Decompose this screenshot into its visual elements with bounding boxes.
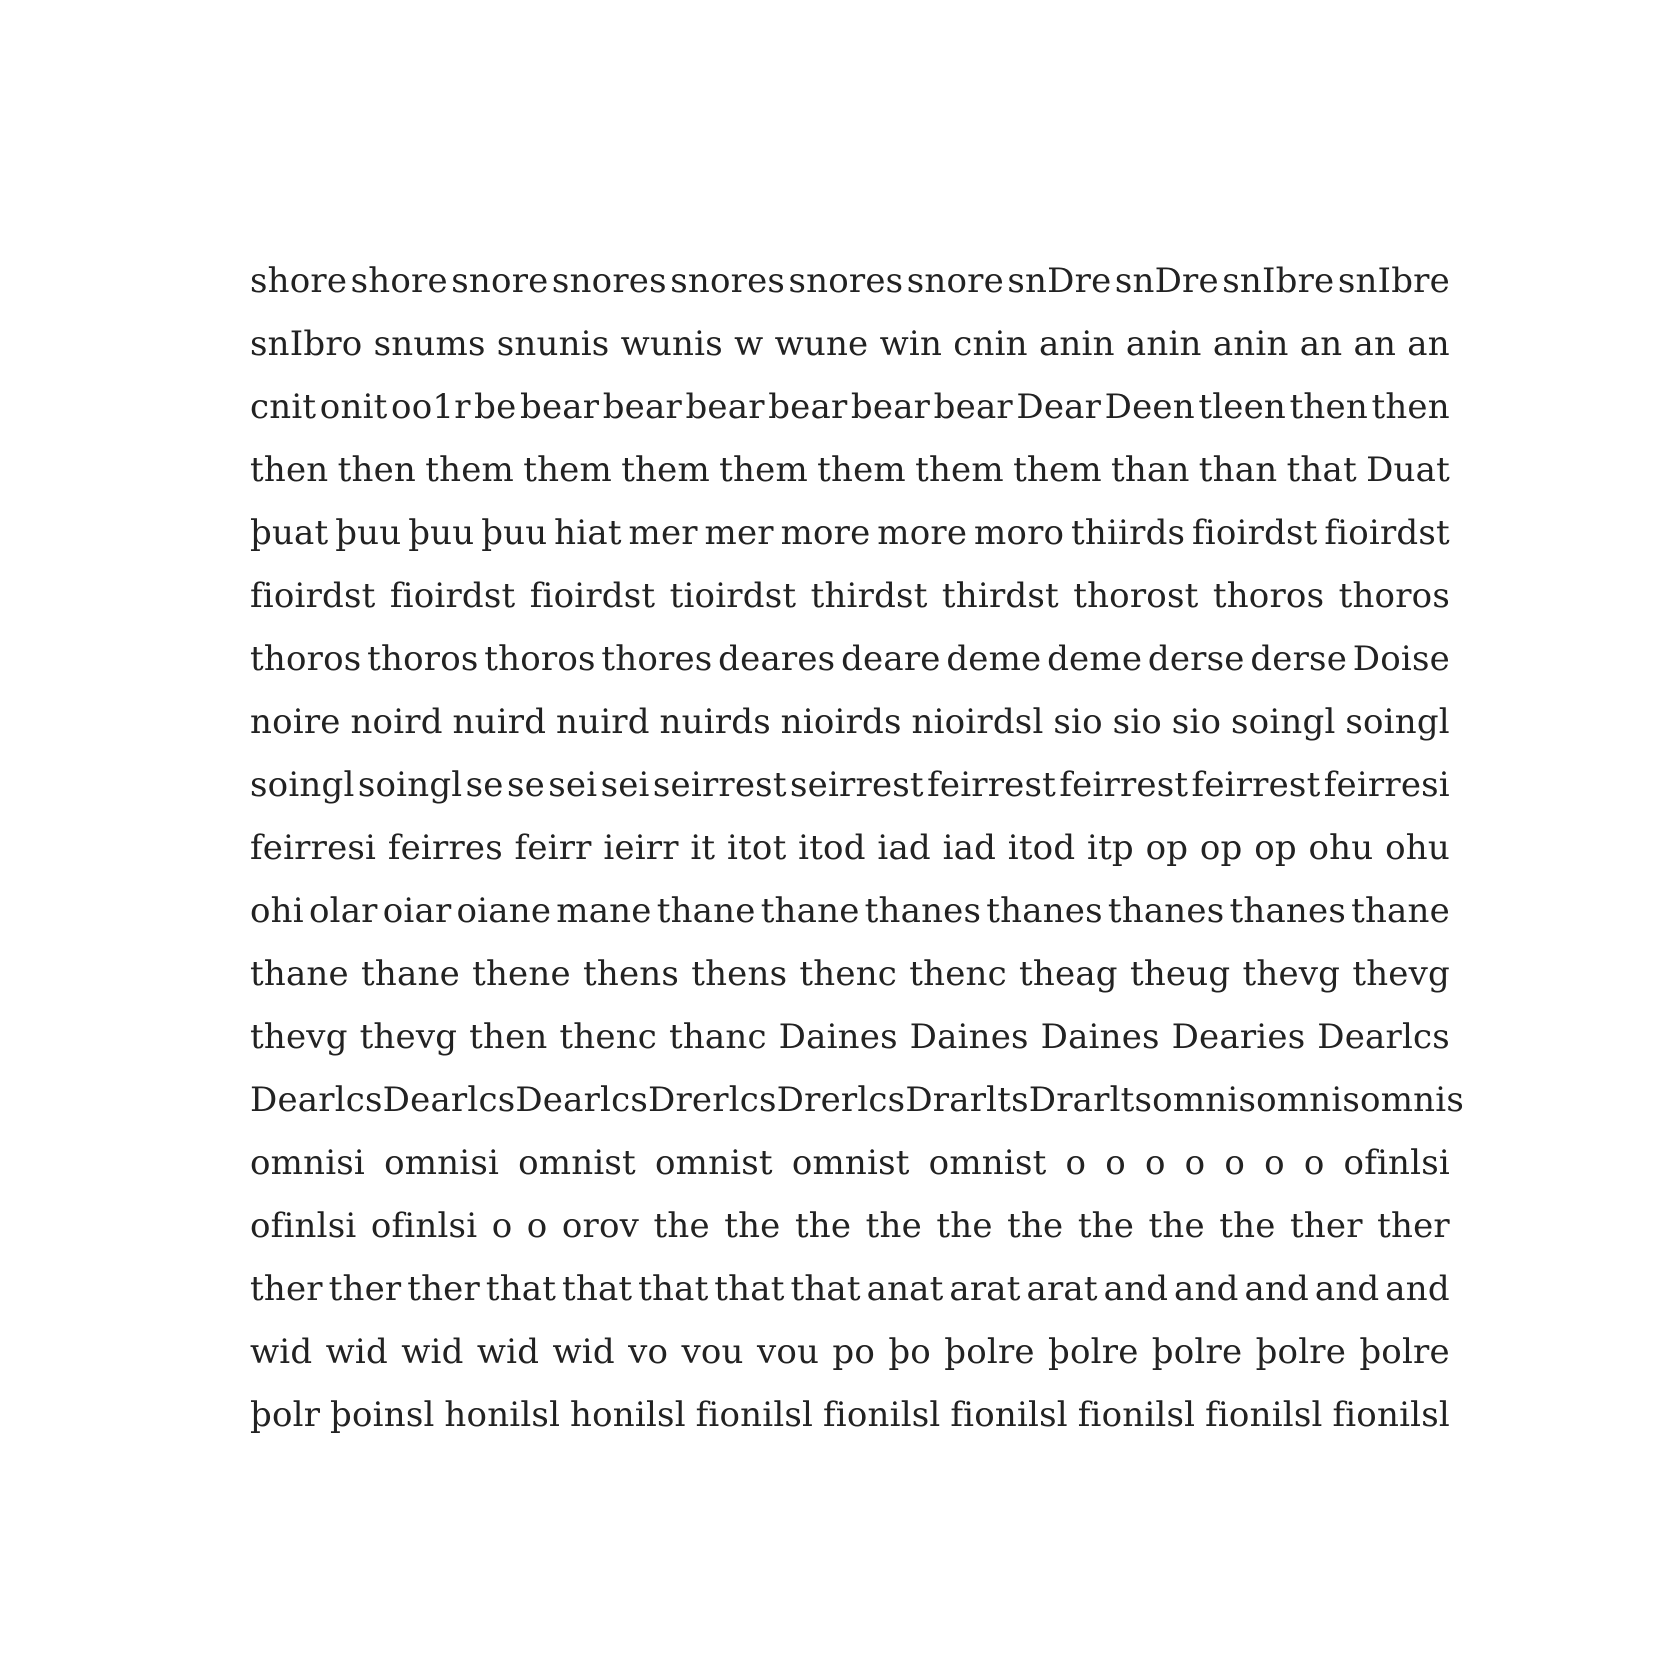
word: thene — [472, 954, 571, 994]
word: bear — [519, 387, 600, 427]
word: that — [485, 1269, 557, 1309]
text-line — [250, 565, 1450, 628]
word: hiat — [554, 513, 622, 553]
word: o — [1105, 1143, 1126, 1183]
word: thane — [1351, 891, 1450, 931]
word: sei — [548, 765, 598, 805]
word: that — [714, 1269, 785, 1309]
word: thoros — [250, 639, 362, 679]
word: fioirdst — [1324, 513, 1450, 553]
text-line — [250, 817, 1450, 880]
word: omnisi — [384, 1143, 500, 1183]
word: ther — [328, 1269, 402, 1309]
word: thanes — [986, 891, 1103, 931]
word: snore — [451, 261, 549, 301]
word: then — [1289, 387, 1368, 427]
word: Drarlts — [1028, 1080, 1153, 1120]
word: moro — [973, 513, 1065, 553]
word: snores — [788, 261, 904, 301]
word: snDre — [1114, 261, 1219, 301]
word: op — [1145, 828, 1189, 868]
word: Daines — [778, 1017, 898, 1057]
word: more — [877, 513, 968, 553]
word: then — [469, 1017, 548, 1057]
word: feirr — [514, 828, 592, 868]
text-line — [250, 376, 1450, 439]
word: mer — [704, 513, 774, 553]
word: the — [1007, 1206, 1064, 1246]
word: thores — [601, 639, 713, 679]
word: op — [1254, 828, 1297, 868]
word: orov — [561, 1206, 640, 1246]
word: thane — [250, 954, 349, 994]
word: nioirds — [780, 702, 902, 742]
word: bear — [850, 387, 931, 427]
word: than — [1111, 450, 1190, 490]
word: oiar — [382, 891, 452, 931]
word: that — [1286, 450, 1357, 490]
word: po — [832, 1332, 876, 1372]
word: fioirdst — [529, 576, 656, 616]
word: w — [734, 324, 764, 364]
word: mane — [556, 891, 652, 931]
word: an — [1353, 324, 1397, 364]
word: thorost — [1073, 576, 1199, 616]
word: Daines — [1040, 1017, 1160, 1057]
word: the — [1077, 1206, 1135, 1246]
word: then — [337, 450, 417, 490]
word: that — [561, 1269, 633, 1309]
word: o — [1144, 1143, 1166, 1183]
word: fionilsl — [1077, 1395, 1196, 1435]
word: thoros — [1212, 576, 1325, 616]
word: them — [719, 450, 808, 490]
word: vou — [756, 1332, 820, 1372]
word: omnis — [1360, 1080, 1464, 1120]
word: þolr — [250, 1395, 321, 1435]
word: nuirds — [659, 702, 771, 742]
word: the — [936, 1206, 993, 1246]
word: soingl — [357, 765, 463, 805]
word: nuird — [452, 702, 547, 742]
word: vou — [681, 1332, 744, 1372]
word: derse — [1250, 639, 1348, 679]
word: the — [653, 1206, 710, 1246]
word: o — [1303, 1143, 1325, 1183]
word: cnit — [250, 387, 317, 427]
word: se — [506, 765, 545, 805]
word: Dearlcs — [515, 1080, 649, 1120]
word: then — [1371, 387, 1450, 427]
word: thevg — [359, 1017, 458, 1057]
word: o — [526, 1206, 548, 1246]
word: thirdst — [941, 576, 1059, 616]
word: derse — [1147, 639, 1245, 679]
word: fioirdst — [250, 576, 376, 616]
word: ther — [407, 1269, 480, 1309]
word: o — [1264, 1143, 1285, 1183]
word: arat — [949, 1269, 1021, 1309]
word: the — [1148, 1206, 1205, 1246]
word: wid — [325, 1332, 388, 1372]
word: thane — [361, 954, 460, 994]
word: omnist — [518, 1143, 636, 1183]
word: Drerlcs — [648, 1080, 777, 1120]
word: feirrest — [1191, 765, 1321, 805]
word: and — [1385, 1269, 1450, 1309]
text-line — [250, 1132, 1450, 1195]
word: seirrest — [790, 765, 924, 805]
word: thenc — [799, 954, 898, 994]
word: thoros — [1338, 576, 1450, 616]
word: nuird — [556, 702, 650, 742]
text-line — [250, 943, 1450, 1006]
word: o — [491, 1206, 513, 1246]
word: ohu — [1385, 828, 1450, 868]
word: an — [1407, 324, 1450, 364]
word: theag — [1019, 954, 1118, 994]
word: than — [1198, 450, 1278, 490]
word: soingl — [250, 765, 355, 805]
word: onit — [319, 387, 388, 427]
word: feirresi — [250, 828, 377, 868]
word: bear — [602, 387, 682, 427]
word: Drerlcs — [776, 1080, 906, 1120]
word: thens — [691, 954, 788, 994]
word: an — [1299, 324, 1343, 364]
word: soingl — [1345, 702, 1450, 742]
word: þo — [888, 1332, 931, 1372]
word: sei — [600, 765, 650, 805]
word: thenc — [559, 1017, 658, 1057]
word: more — [780, 513, 871, 553]
word: thevg — [250, 1017, 348, 1057]
word: omnis — [1256, 1080, 1361, 1120]
word: deares — [718, 639, 836, 679]
word: them — [817, 450, 906, 490]
word: wid — [401, 1332, 464, 1372]
word: ofinlsi — [250, 1206, 357, 1246]
word: sio — [1171, 702, 1222, 742]
word: feirrest — [927, 765, 1057, 805]
word: them — [425, 450, 514, 490]
word: ther — [1289, 1206, 1363, 1246]
word: itot — [726, 828, 787, 868]
word: deme — [1047, 639, 1143, 679]
word: deme — [946, 639, 1042, 679]
word: and — [1314, 1269, 1380, 1309]
word: thanes — [1229, 891, 1346, 931]
word: the — [724, 1206, 781, 1246]
word: þolre — [1255, 1332, 1347, 1372]
text-line — [250, 880, 1450, 943]
text-line — [250, 439, 1450, 502]
word: thiirds — [1071, 513, 1186, 553]
word: soingl — [1231, 702, 1336, 742]
word: wid — [250, 1332, 313, 1372]
word: wune — [774, 324, 869, 364]
word: then — [250, 450, 329, 490]
text-line — [250, 1384, 1450, 1447]
word: snores — [551, 261, 667, 301]
word: feirresi — [1323, 765, 1450, 805]
word: omnisi — [250, 1143, 366, 1183]
word: that — [638, 1269, 709, 1309]
word: thane — [656, 891, 756, 931]
word: thevg — [1352, 954, 1450, 994]
word: bear — [685, 387, 765, 427]
text-line — [250, 754, 1450, 817]
word: mer — [628, 513, 698, 553]
word: snDre — [1007, 261, 1112, 301]
word: ofinlsi — [1343, 1143, 1450, 1183]
word: op — [1199, 828, 1243, 868]
word: thens — [582, 954, 680, 994]
text-line — [250, 1069, 1464, 1132]
word: them — [1013, 450, 1102, 490]
text-line — [250, 1195, 1450, 1258]
word: þolre — [1048, 1332, 1139, 1372]
word: þoinsl — [330, 1395, 435, 1435]
word: oo1r — [391, 387, 471, 427]
word: anin — [1212, 324, 1289, 364]
text-line — [250, 628, 1450, 691]
word: itod — [1007, 828, 1076, 868]
word: seirrest — [652, 765, 787, 805]
word: fionilsl — [950, 1395, 1068, 1435]
word: thane — [760, 891, 860, 931]
word: thoros — [484, 639, 596, 679]
word: ofinlsi — [370, 1206, 478, 1246]
word: sio — [1053, 702, 1103, 742]
word: fioirdst — [1192, 513, 1318, 553]
word: omnist — [791, 1143, 910, 1183]
word: fioirdst — [389, 576, 516, 616]
word: feirres — [387, 828, 503, 868]
word: itod — [798, 828, 866, 868]
word: thanes — [864, 891, 982, 931]
word: o — [1065, 1143, 1087, 1183]
word: snores — [670, 261, 786, 301]
word: feirrest — [1059, 765, 1189, 805]
word: sio — [1112, 702, 1162, 742]
word: þolre — [944, 1332, 1035, 1372]
word: anin — [1125, 324, 1202, 364]
word: that — [790, 1269, 861, 1309]
word: thirdst — [810, 576, 928, 616]
word: Dearies — [1171, 1017, 1306, 1057]
word: anin — [1038, 324, 1115, 364]
word: the — [1219, 1206, 1276, 1246]
word: omnist — [928, 1143, 1047, 1183]
word: be — [474, 387, 517, 427]
word: snunis — [496, 324, 610, 364]
text-line — [250, 1321, 1450, 1384]
word: þuu — [408, 513, 475, 553]
word: þuat — [250, 513, 329, 553]
word: snIbro — [250, 324, 363, 364]
word: iad — [877, 828, 931, 868]
text-line — [250, 250, 1450, 313]
text-line — [250, 502, 1450, 565]
word: the — [865, 1206, 922, 1246]
word: þuu — [335, 513, 402, 553]
word: thanc — [668, 1017, 767, 1057]
word: vo — [628, 1332, 669, 1372]
word: deare — [841, 639, 941, 679]
word: oiane — [456, 891, 552, 931]
word: omnis — [1152, 1080, 1257, 1120]
word: ther — [250, 1269, 323, 1309]
word: tleen — [1198, 387, 1287, 427]
word: fionilsl — [1205, 1395, 1323, 1435]
word: wid — [552, 1332, 615, 1372]
word: se — [465, 765, 504, 805]
word: snIbre — [1337, 261, 1450, 301]
word: Duat — [1366, 450, 1450, 490]
word: Dearlcs — [382, 1080, 516, 1120]
text-line — [250, 1258, 1450, 1321]
word: nioirdsl — [911, 702, 1044, 742]
word: Daines — [909, 1017, 1029, 1057]
word: cnin — [953, 324, 1028, 364]
word: o — [1184, 1143, 1206, 1183]
word: bear — [933, 387, 1013, 427]
word: fionilsl — [1332, 1395, 1450, 1435]
word: Doise — [1352, 639, 1450, 679]
word: and — [1174, 1269, 1239, 1309]
word: fionilsl — [823, 1395, 941, 1435]
word: anat — [866, 1269, 944, 1309]
word: omnist — [654, 1143, 773, 1183]
word: theug — [1129, 954, 1231, 994]
word: them — [621, 450, 710, 490]
word: them — [915, 450, 1004, 490]
word: olar — [308, 891, 378, 931]
word: þolre — [1151, 1332, 1243, 1372]
word: ohu — [1308, 828, 1374, 868]
word: it — [690, 828, 716, 868]
text-block — [250, 250, 1464, 1440]
word: arat — [1026, 1269, 1098, 1309]
word: honilsl — [570, 1395, 686, 1435]
word: Dear — [1016, 387, 1102, 427]
word: Deen — [1104, 387, 1195, 427]
word: shore — [350, 261, 448, 301]
text-line — [250, 1006, 1450, 1069]
text-line — [250, 313, 1450, 376]
word: Dearlcs — [250, 1080, 383, 1120]
word: fionilsl — [695, 1395, 814, 1435]
word: snIbre — [1222, 261, 1335, 301]
word: bear — [768, 387, 848, 427]
word: thenc — [909, 954, 1007, 994]
word: noird — [350, 702, 443, 742]
word: noire — [250, 702, 341, 742]
word: iad — [942, 828, 997, 868]
word: snums — [373, 324, 486, 364]
word: honilsl — [444, 1395, 561, 1435]
word: shore — [250, 261, 348, 301]
word: o — [1224, 1143, 1246, 1183]
word: them — [523, 450, 612, 490]
word: snore — [906, 261, 1004, 301]
word: ther — [1377, 1206, 1450, 1246]
word: þuu — [481, 513, 548, 553]
word: thevg — [1242, 954, 1341, 994]
word: Drarlts — [905, 1080, 1029, 1120]
word: tioirdst — [669, 576, 797, 616]
word: wunis — [620, 324, 723, 364]
word: itp — [1087, 828, 1134, 868]
word: thoros — [367, 639, 479, 679]
word: þolre — [1359, 1332, 1450, 1372]
word: ohi — [250, 891, 304, 931]
word: ieirr — [603, 828, 679, 868]
word: the — [794, 1206, 852, 1246]
text-line — [250, 691, 1450, 754]
word: Dearlcs — [1317, 1017, 1450, 1057]
word: win — [879, 324, 943, 364]
word: and — [1103, 1269, 1169, 1309]
word: wid — [476, 1332, 540, 1372]
word: thanes — [1107, 891, 1225, 931]
word: and — [1244, 1269, 1309, 1309]
